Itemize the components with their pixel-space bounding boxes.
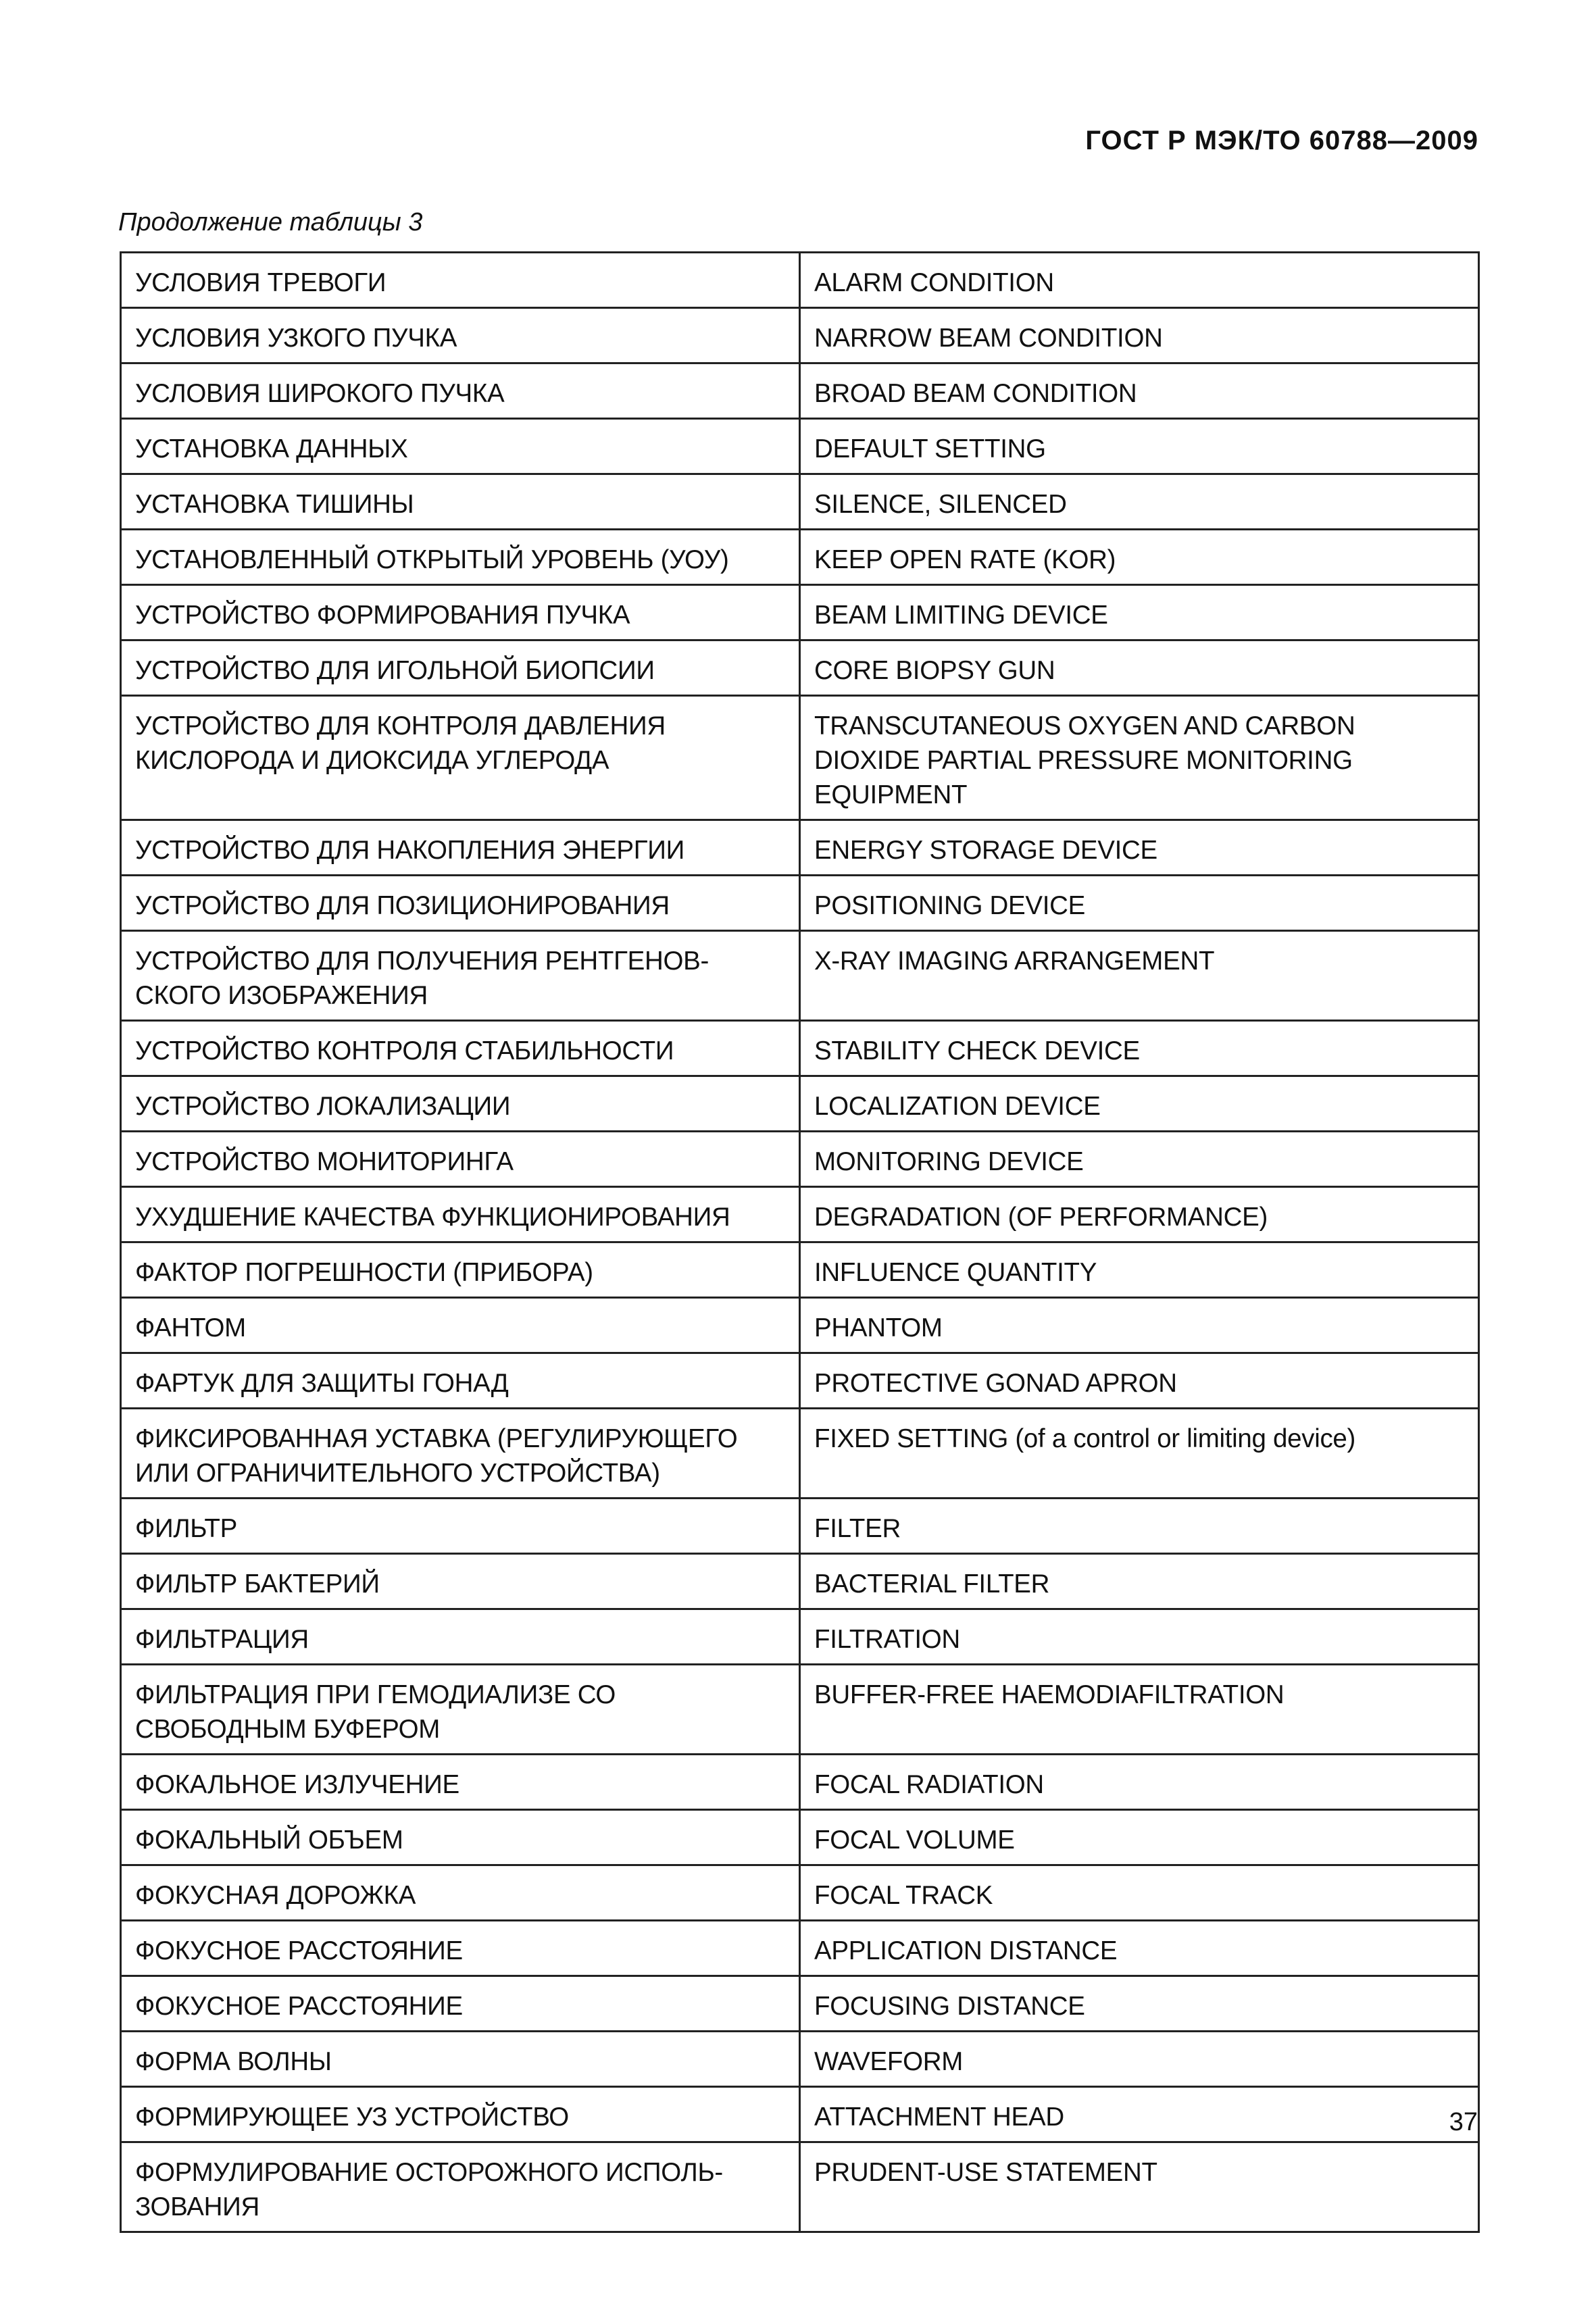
term-en: FOCAL TRACK <box>800 1865 1479 1921</box>
term-ru: УСЛОВИЯ ТРЕВОГИ <box>121 253 800 308</box>
term-en: APPLICATION DISTANCE <box>800 1921 1479 1976</box>
term-en: LOCALIZATION DEVICE <box>800 1076 1479 1132</box>
table-row <box>121 2087 1479 2142</box>
table-row <box>121 1187 1479 1242</box>
table-row <box>121 1976 1479 2032</box>
term-en: FOCAL RADIATION <box>800 1755 1479 1810</box>
term-en: NARROW BEAM CONDITION <box>800 308 1479 363</box>
term-en: BACTERIAL FILTER <box>800 1554 1479 1609</box>
term-ru: УСЛОВИЯ ШИРОКОГО ПУЧКА <box>121 363 800 419</box>
term-en: KEEP OPEN RATE (KOR) <box>800 530 1479 585</box>
table-row <box>121 931 1479 1021</box>
table-row <box>121 876 1479 931</box>
term-en: FILTRATION <box>800 1609 1479 1665</box>
table-row <box>121 1298 1479 1353</box>
table-row <box>121 1921 1479 1976</box>
table-row <box>121 1409 1479 1499</box>
term-en: CORE BIOPSY GUN <box>800 640 1479 696</box>
term-en: MONITORING DEVICE <box>800 1132 1479 1187</box>
term-en: ALARM CONDITION <box>800 253 1479 308</box>
term-en: FILTER <box>800 1499 1479 1554</box>
term-ru: ФОКУСНОЕ РАССТОЯНИЕ <box>121 1921 800 1976</box>
term-en: PHANTOM <box>800 1298 1479 1353</box>
term-en: DEGRADATION (OF PERFORMANCE) <box>800 1187 1479 1242</box>
term-ru: УСТАНОВЛЕННЫЙ ОТКРЫТЫЙ УРОВЕНЬ (УОУ) <box>121 530 800 585</box>
table-row <box>121 1810 1479 1865</box>
term-ru: УСТРОЙСТВО ФОРМИРОВАНИЯ ПУЧКА <box>121 585 800 640</box>
term-ru: УСТРОЙСТВО ДЛЯ НАКОПЛЕНИЯ ЭНЕРГИИ <box>121 820 800 876</box>
term-ru: ФОКАЛЬНОЕ ИЗЛУЧЕНИЕ <box>121 1755 800 1810</box>
term-ru: ФОРМИРУЮЩЕЕ УЗ УСТРОЙСТВО <box>121 2087 800 2142</box>
term-ru: ФИЛЬТР <box>121 1499 800 1554</box>
term-en: ENERGY STORAGE DEVICE <box>800 820 1479 876</box>
table-row <box>121 1755 1479 1810</box>
term-en: X-RAY IMAGING ARRANGEMENT <box>800 931 1479 1021</box>
table-row <box>121 1242 1479 1298</box>
term-ru: ФИЛЬТРАЦИЯ ПРИ ГЕМОДИАЛИЗЕ СО СВОБОДНЫМ БУФЕРОМ <box>121 1665 800 1755</box>
term-en: INFLUENCE QUANTITY <box>800 1242 1479 1298</box>
table-row <box>121 419 1479 474</box>
term-en: BUFFER-FREE HAEMODIAFILTRATION <box>800 1665 1479 1755</box>
term-en: BROAD BEAM CONDITION <box>800 363 1479 419</box>
term-en: DEFAULT SETTING <box>800 419 1479 474</box>
terms-table-body <box>121 253 1479 2232</box>
table-row <box>121 696 1479 820</box>
page-number: 37 <box>1449 2108 1478 2136</box>
table-row <box>121 363 1479 419</box>
term-ru: ФАКТОР ПОГРЕШНОСТИ (ПРИБОРА) <box>121 1242 800 1298</box>
term-en: FIXED SETTING (of a control or limiting device) <box>800 1409 1479 1499</box>
table-row <box>121 1865 1479 1921</box>
term-en: ATTACHMENT HEAD <box>800 2087 1479 2142</box>
table-row <box>121 308 1479 363</box>
term-ru: ФИКСИРОВАННАЯ УСТАВКА (РЕГУЛИРУЮЩЕГО ИЛИ ОГРАНИЧИТЕЛЬНОГО УСТРОЙСТВА) <box>121 1409 800 1499</box>
table-row <box>121 2142 1479 2232</box>
table-caption: Продолжение таблицы 3 <box>118 208 423 236</box>
table-row <box>121 1353 1479 1409</box>
table-row <box>121 2032 1479 2087</box>
table-row <box>121 1132 1479 1187</box>
table-row <box>121 820 1479 876</box>
term-en: PROTECTIVE GONAD APRON <box>800 1353 1479 1409</box>
term-ru: УСЛОВИЯ УЗКОГО ПУЧКА <box>121 308 800 363</box>
term-en: TRANSCUTANEOUS OXYGEN AND CARBON DIOXIDE PARTIAL PRESSURE MONITORING EQUIPMENT <box>800 696 1479 820</box>
table-row <box>121 1554 1479 1609</box>
term-ru: УСТРОЙСТВО ЛОКАЛИЗАЦИИ <box>121 1076 800 1132</box>
term-ru: УСТРОЙСТВО КОНТРОЛЯ СТАБИЛЬНОСТИ <box>121 1021 800 1076</box>
term-en: STABILITY CHECK DEVICE <box>800 1021 1479 1076</box>
term-ru: УСТРОЙСТВО ДЛЯ КОНТРОЛЯ ДАВЛЕНИЯ КИСЛОРОДА И ДИОКСИДА УГЛЕРОДА <box>121 696 800 820</box>
term-ru: УСТРОЙСТВО ДЛЯ ПОЗИЦИОНИРОВАНИЯ <box>121 876 800 931</box>
term-en: POSITIONING DEVICE <box>800 876 1479 931</box>
table-row <box>121 585 1479 640</box>
term-en: FOCUSING DISTANCE <box>800 1976 1479 2032</box>
term-ru: УСТАНОВКА ТИШИНЫ <box>121 474 800 530</box>
term-ru: УСТАНОВКА ДАННЫХ <box>121 419 800 474</box>
table-row <box>121 1076 1479 1132</box>
table-row <box>121 640 1479 696</box>
term-ru: УСТРОЙСТВО ДЛЯ ИГОЛЬНОЙ БИОПСИИ <box>121 640 800 696</box>
standard-code: ГОСТ Р МЭК/ТО 60788—2009 <box>1085 126 1478 155</box>
terms-table <box>120 251 1480 2233</box>
table-row <box>121 1609 1479 1665</box>
table-row <box>121 474 1479 530</box>
table-row <box>121 1665 1479 1755</box>
term-en: WAVEFORM <box>800 2032 1479 2087</box>
term-ru: ФАНТОМ <box>121 1298 800 1353</box>
term-ru: ФОКУСНОЕ РАССТОЯНИЕ <box>121 1976 800 2032</box>
term-ru: УХУДШЕНИЕ КАЧЕСТВА ФУНКЦИОНИРОВАНИЯ <box>121 1187 800 1242</box>
term-en: SILENCE, SILENCED <box>800 474 1479 530</box>
term-ru: ФОРМУЛИРОВАНИЕ ОСТОРОЖНОГО ИСПОЛЬ-ЗОВАНИЯ <box>121 2142 800 2232</box>
term-ru: ФИЛЬТРАЦИЯ <box>121 1609 800 1665</box>
term-en: PRUDENT-USE STATEMENT <box>800 2142 1479 2232</box>
term-en: BEAM LIMITING DEVICE <box>800 585 1479 640</box>
term-ru: ФОКУСНАЯ ДОРОЖКА <box>121 1865 800 1921</box>
table-row <box>121 1499 1479 1554</box>
term-ru: УСТРОЙСТВО МОНИТОРИНГА <box>121 1132 800 1187</box>
term-ru: ФОРМА ВОЛНЫ <box>121 2032 800 2087</box>
term-ru: ФАРТУК ДЛЯ ЗАЩИТЫ ГОНАД <box>121 1353 800 1409</box>
term-en: FOCAL VOLUME <box>800 1810 1479 1865</box>
table-row <box>121 530 1479 585</box>
term-ru: ФОКАЛЬНЫЙ ОБЪЕМ <box>121 1810 800 1865</box>
table-row <box>121 253 1479 308</box>
term-ru: ФИЛЬТР БАКТЕРИЙ <box>121 1554 800 1609</box>
table-row <box>121 1021 1479 1076</box>
term-ru: УСТРОЙСТВО ДЛЯ ПОЛУЧЕНИЯ РЕНТГЕНОВ-СКОГО ИЗОБРАЖЕНИЯ <box>121 931 800 1021</box>
